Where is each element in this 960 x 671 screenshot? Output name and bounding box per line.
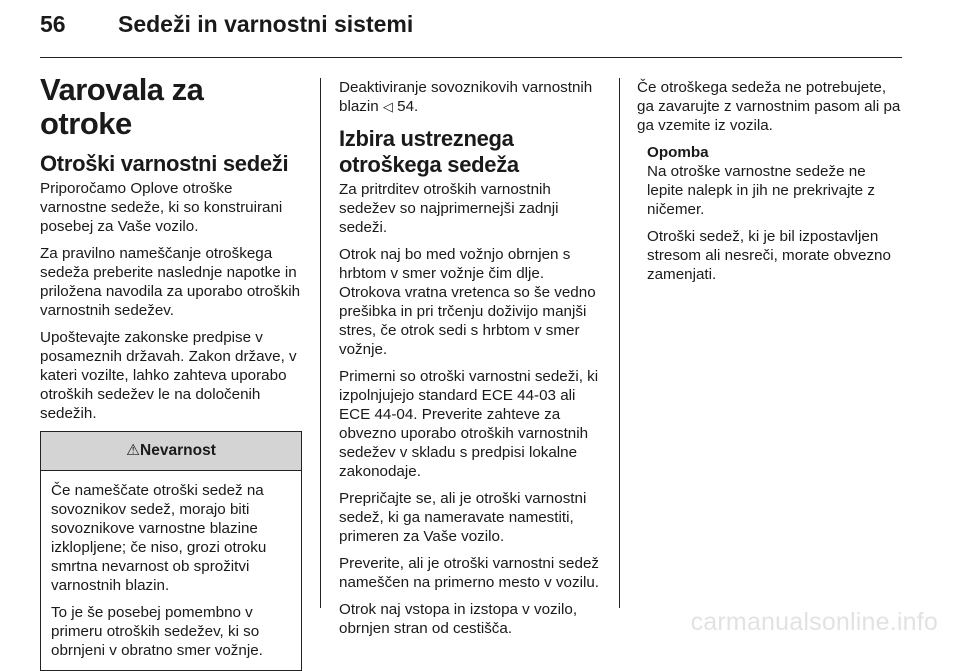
note-paragraph: Na otroške varnostne sedeže ne lepite nalepk in jih ne prekrivajte z ničemer. <box>647 163 875 218</box>
paragraph: Otrok naj vstopa in izstopa v vozilo, obrnjen stran od cestišča. <box>339 601 578 637</box>
section-heading-seat-selection: Izbira ustreznega otroškega sedeža <box>339 126 519 177</box>
danger-warning-box <box>40 431 302 671</box>
watermark: carmanualsonline.info <box>690 608 938 636</box>
paragraph: Priporočamo Oplove otroške varnostne sedeže, ki so konstruirani posebej za Vaše vozilo. <box>40 180 283 235</box>
paragraph: Upoštevajte zakonske predpise v posameznih državah. Zakon države, v kateri vozilte, lahko zahteva uporabo otroških sedežev le na določenih sedežih. <box>40 329 297 422</box>
page-number: 56 <box>40 11 66 37</box>
note-title: Opomba <box>647 144 709 161</box>
warning-triangle-icon: ⚠ <box>126 442 141 459</box>
paragraph: Če otroškega sedeža ne potrebujete, ga zavarujte z varnostnim pasom ali pa ga vzemite iz vozila. <box>637 79 901 134</box>
note-block <box>637 143 902 284</box>
paragraph: Za pravilno nameščanje otroškega sedeža preberite naslednje napotke in priložena navodila za uporabo otroških varnostnih sedežev. <box>40 245 301 319</box>
column-divider-1 <box>320 78 321 608</box>
page-header-title: Sedeži in varnostni sistemi <box>118 11 414 37</box>
paragraph: Otrok naj bo med vožnjo obrnjen s hrbtom v smer vožnje čim dlje. Otrokova vratna vretenca so še vedno prešibka in pri trčenju doživijo manjši stres, če otrok sedi s hrbtom v smer vožnje. <box>339 246 596 358</box>
warning-paragraph: To je še posebej pomembno v primeru otroških sedežev, ki so obrnjeni v obratno smer vožnje. <box>51 604 263 659</box>
paragraph: Za pritrditev otroških varnostnih sedežev so najprimernejši zadnji sedeži. <box>339 181 559 236</box>
column-1 <box>40 73 302 671</box>
warning-label: Nevarnost <box>140 442 216 459</box>
warning-paragraph: Če nameščate otroški sedež na sovoznikov sedež, morajo biti sovoznikove varnostne blazine izklopljene; če niso, grozi otroku smrtna nevarnost ob sprožitvi varnostnih blazin. <box>51 482 267 594</box>
column-2 <box>339 78 604 646</box>
note-paragraph: Otroški sedež, ki je bil izpostavljen stresom ali nesreči, morate obvezno zamenjati. <box>647 228 891 283</box>
cross-reference-text: Deaktiviranje sovoznikovih varnostnih blazin <box>339 79 593 115</box>
column-3 <box>637 78 902 292</box>
paragraph: Preverite, ali je otroški varnostni sedež nameščen na primerno mesto v vozilu. <box>339 555 599 591</box>
chapter-title: Varovala za otroke <box>40 72 204 141</box>
column-divider-2 <box>619 78 620 608</box>
paragraph: Prepričajte se, ali je otroški varnostni sedež, ki ga nameravate namestiti, primeren za Vaše vozilo. <box>339 490 587 545</box>
warning-body <box>41 471 301 670</box>
cross-reference <box>339 78 604 116</box>
warning-header <box>41 432 301 471</box>
page-reference-icon: ◁ <box>382 99 393 114</box>
page-reference-number: 54. <box>397 98 419 115</box>
section-heading-child-seats: Otroški varnostni sedeži <box>40 151 289 176</box>
header-rule <box>40 57 902 58</box>
paragraph: Primerni so otroški varnostni sedeži, ki izpolnjujejo standard ECE 44-03 ali ECE 44-04. Preverite zahteve za obvezno uporabo otroških varnostnih sedežev v skladu s predpisi lokalne zakonodaje. <box>339 368 599 480</box>
